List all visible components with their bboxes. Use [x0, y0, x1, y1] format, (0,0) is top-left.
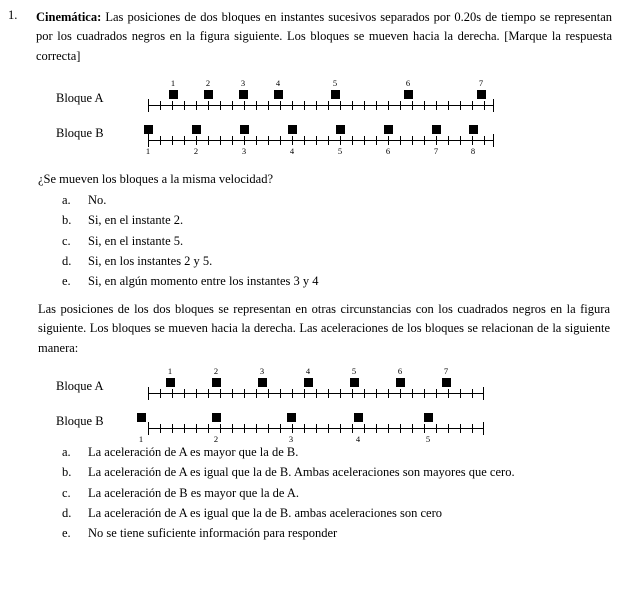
axis-tick	[412, 424, 413, 433]
option-item[interactable]	[62, 442, 610, 462]
block-marker	[169, 90, 178, 99]
axis-tick	[172, 101, 173, 110]
axis-tick	[376, 136, 377, 145]
axis-tick	[232, 101, 233, 110]
axis-tick	[448, 424, 449, 433]
question-body: Las posiciones de dos bloques en instantes sucesivos separados por 0.20s de tiempo se representan por los cuadrados negros en la figura siguiente. Los bloques se mueven hacia la derecha. [Marque la respuesta correcta]	[36, 10, 612, 63]
axis-tick	[292, 424, 293, 433]
option-item[interactable]	[62, 251, 319, 271]
axis-tick	[184, 101, 185, 110]
marker-index: 6	[385, 146, 391, 156]
axis-end-tick	[483, 387, 484, 400]
axis-tick	[340, 389, 341, 398]
axis-tick	[208, 424, 209, 433]
axis-tick	[268, 136, 269, 145]
axis-tick	[208, 101, 209, 110]
axis-tick	[484, 101, 485, 110]
block-marker	[396, 378, 405, 387]
axis-tick	[472, 389, 473, 398]
axis-tick	[340, 136, 341, 145]
axis-tick	[232, 136, 233, 145]
figure-1	[8, 78, 612, 156]
option-text: La aceleración de A es igual que la de B. ambas aceleraciones son cero	[88, 505, 443, 520]
axis-tick	[340, 424, 341, 433]
axis-tick	[460, 424, 461, 433]
axis-tick	[400, 389, 401, 398]
axis-tick	[220, 389, 221, 398]
paragraph-2: Las posiciones de los dos bloques se representan en otras circunstancias con los cuadrados negros en la figura siguiente. Los bloques se mueven hacia la derecha. Las aceleraciones de los bloques se relacionan de la siguiente manera:	[38, 302, 610, 355]
axis-tick	[364, 389, 365, 398]
option-label: d.	[62, 253, 72, 268]
option-text: No.	[88, 193, 107, 207]
axis-tick	[196, 101, 197, 110]
axis-tick	[184, 424, 185, 433]
axis-end-tick	[493, 134, 494, 147]
axis-tick	[388, 389, 389, 398]
axis-tick	[244, 101, 245, 110]
marker-index: 5	[425, 434, 431, 444]
option-label: b.	[62, 465, 72, 480]
axis-tick	[304, 101, 305, 110]
axis-tick	[388, 101, 389, 110]
axis-tick	[352, 389, 353, 398]
axis-tick	[292, 101, 293, 110]
marker-index: 1	[138, 434, 144, 444]
axis-tick	[160, 101, 161, 110]
option-item[interactable]	[62, 231, 319, 251]
block-marker	[331, 90, 340, 99]
axis-tick	[208, 389, 209, 398]
block-marker	[424, 413, 433, 422]
block-marker	[442, 378, 451, 387]
axis-tick	[472, 136, 473, 145]
axis-end-tick	[483, 422, 484, 435]
option-item[interactable]	[62, 190, 319, 210]
block-marker	[469, 125, 478, 134]
axis-tick	[424, 101, 425, 110]
block-marker	[144, 125, 153, 134]
axis-tick	[400, 136, 401, 145]
marker-index: 6	[405, 78, 411, 88]
block-marker	[192, 125, 201, 134]
axis-tick	[220, 136, 221, 145]
axis-tick	[472, 101, 473, 110]
marker-index: 4	[275, 78, 281, 88]
axis-tick	[256, 389, 257, 398]
option-text: La aceleración de A es mayor que la de B.	[88, 445, 299, 459]
axis-tick	[256, 424, 257, 433]
axis-tick	[184, 389, 185, 398]
marker-index: 2	[193, 146, 199, 156]
axis-tick	[256, 136, 257, 145]
axis-end-tick	[148, 422, 149, 435]
axis-tick	[412, 389, 413, 398]
marker-index: 4	[289, 146, 295, 156]
axis-tick	[352, 101, 353, 110]
marker-index: 6	[397, 366, 403, 376]
block-marker	[350, 378, 359, 387]
axis-tick	[388, 136, 389, 145]
block-marker	[137, 413, 146, 422]
marker-index: 8	[470, 146, 476, 156]
marker-index: 4	[305, 366, 311, 376]
question-text	[36, 8, 612, 66]
axis-tick	[472, 424, 473, 433]
axis-tick	[448, 389, 449, 398]
axis-tick	[172, 136, 173, 145]
option-label: c.	[62, 233, 71, 248]
option-item[interactable]	[62, 210, 319, 230]
marker-index: 1	[170, 78, 176, 88]
axis-tick	[352, 136, 353, 145]
block-marker	[274, 90, 283, 99]
marker-index: 3	[259, 366, 265, 376]
option-label: e.	[62, 274, 71, 288]
figure-1-row-a-axis	[148, 105, 493, 106]
axis-tick	[460, 389, 461, 398]
figure-2	[8, 366, 612, 444]
axis-tick	[400, 424, 401, 433]
block-marker	[212, 413, 221, 422]
axis-tick	[160, 389, 161, 398]
option-text: Si, en el instante 2.	[88, 213, 184, 228]
axis-end-tick	[148, 387, 149, 400]
axis-tick	[268, 101, 269, 110]
axis-tick	[460, 101, 461, 110]
block-marker	[239, 90, 248, 99]
axis-tick	[328, 424, 329, 433]
option-text: Si, en los instantes 2 y 5.	[88, 253, 213, 268]
axis-tick	[220, 101, 221, 110]
axis-tick	[304, 424, 305, 433]
option-label: b.	[62, 213, 72, 228]
option-label: c.	[62, 485, 71, 500]
marker-index: 1	[145, 146, 151, 156]
axis-tick	[280, 389, 281, 398]
axis-end-tick	[148, 99, 149, 112]
axis-tick	[220, 424, 221, 433]
block-marker	[336, 125, 345, 134]
axis-tick	[352, 424, 353, 433]
axis-tick	[376, 389, 377, 398]
axis-tick	[304, 389, 305, 398]
axis-tick	[304, 136, 305, 145]
axis-tick	[376, 424, 377, 433]
option-text: No se tiene suficiente información para responder	[88, 526, 338, 540]
figure-1-row-b-axis	[148, 140, 493, 141]
axis-tick	[448, 101, 449, 110]
axis-tick	[316, 136, 317, 145]
axis-tick	[340, 101, 341, 110]
axis-tick	[208, 136, 209, 145]
block-marker	[432, 125, 441, 134]
axis-tick	[436, 389, 437, 398]
option-item[interactable]	[62, 271, 319, 291]
axis-tick	[196, 136, 197, 145]
axis-tick	[292, 389, 293, 398]
marker-index: 5	[332, 78, 338, 88]
axis-tick	[196, 389, 197, 398]
block-marker	[288, 125, 297, 134]
axis-tick	[388, 424, 389, 433]
option-label: a.	[62, 445, 71, 459]
option-text: Si, en algún momento entre los instantes 3 y 4	[88, 274, 319, 288]
axis-tick	[196, 424, 197, 433]
marker-index: 7	[433, 146, 439, 156]
block-marker	[258, 378, 267, 387]
prompt-1: ¿Se mueven los bloques a la misma velocidad?	[38, 172, 274, 186]
question-1	[8, 8, 612, 66]
axis-tick	[436, 136, 437, 145]
axis-tick	[364, 136, 365, 145]
option-item[interactable]	[62, 483, 610, 503]
marker-index: 3	[240, 78, 246, 88]
block-marker	[287, 413, 296, 422]
axis-tick	[316, 389, 317, 398]
option-text: La aceleración de B es mayor que la de A.	[88, 485, 300, 500]
axis-tick	[256, 101, 257, 110]
block-marker	[477, 90, 486, 99]
figure-1-row-b-label: Bloque B	[56, 126, 104, 140]
options-list-2	[62, 442, 610, 543]
marker-index: 5	[351, 366, 357, 376]
block-marker	[404, 90, 413, 99]
marker-index: 4	[355, 434, 361, 444]
block-marker	[204, 90, 213, 99]
block-marker	[212, 378, 221, 387]
axis-tick	[172, 389, 173, 398]
axis-tick	[268, 389, 269, 398]
marker-index: 7	[443, 366, 449, 376]
axis-tick	[172, 424, 173, 433]
axis-tick	[436, 101, 437, 110]
axis-tick	[280, 101, 281, 110]
axis-tick	[364, 101, 365, 110]
axis-tick	[292, 136, 293, 145]
axis-tick	[316, 101, 317, 110]
axis-tick	[328, 101, 329, 110]
options-list-1	[62, 190, 319, 291]
figure-2-row-a-label: Bloque A	[56, 379, 104, 393]
block-marker	[384, 125, 393, 134]
axis-tick	[160, 424, 161, 433]
marker-index: 1	[167, 366, 173, 376]
marker-index: 3	[288, 434, 294, 444]
axis-tick	[160, 136, 161, 145]
marker-index: 2	[213, 366, 219, 376]
question-number: 1.	[8, 8, 18, 22]
axis-end-tick	[493, 99, 494, 112]
axis-tick	[364, 424, 365, 433]
axis-tick	[400, 101, 401, 110]
marker-index: 3	[241, 146, 247, 156]
axis-tick	[268, 424, 269, 433]
axis-tick	[328, 389, 329, 398]
axis-tick	[460, 136, 461, 145]
axis-tick	[424, 424, 425, 433]
block-marker	[304, 378, 313, 387]
axis-tick	[280, 136, 281, 145]
option-item[interactable]	[62, 523, 610, 543]
axis-tick	[436, 424, 437, 433]
axis-tick	[232, 389, 233, 398]
figure-2-row-b-label: Bloque B	[56, 414, 104, 428]
option-label: d.	[62, 505, 72, 520]
block-marker	[166, 378, 175, 387]
block-marker	[240, 125, 249, 134]
marker-index: 7	[478, 78, 484, 88]
axis-tick	[184, 136, 185, 145]
axis-tick	[412, 136, 413, 145]
option-item[interactable]	[62, 462, 610, 482]
marker-index: 5	[337, 146, 343, 156]
option-text: Si, en el instante 5.	[88, 233, 184, 248]
axis-tick	[244, 424, 245, 433]
figure-1-row-a-label: Bloque A	[56, 91, 104, 105]
marker-index: 2	[213, 434, 219, 444]
question-title: Cinemática:	[36, 10, 102, 24]
block-marker	[354, 413, 363, 422]
marker-index: 2	[205, 78, 211, 88]
axis-tick	[244, 136, 245, 145]
axis-tick	[412, 101, 413, 110]
axis-tick	[448, 136, 449, 145]
axis-tick	[424, 136, 425, 145]
axis-tick	[376, 101, 377, 110]
axis-tick	[424, 389, 425, 398]
axis-tick	[484, 136, 485, 145]
axis-tick	[280, 424, 281, 433]
option-text: La aceleración de A es igual que la de B. Ambas aceleraciones son mayores que cero.	[88, 465, 515, 480]
axis-tick	[244, 389, 245, 398]
option-label: a.	[62, 193, 71, 207]
axis-tick	[232, 424, 233, 433]
option-item[interactable]	[62, 503, 610, 523]
axis-tick	[328, 136, 329, 145]
axis-tick	[316, 424, 317, 433]
option-label: e.	[62, 526, 71, 540]
